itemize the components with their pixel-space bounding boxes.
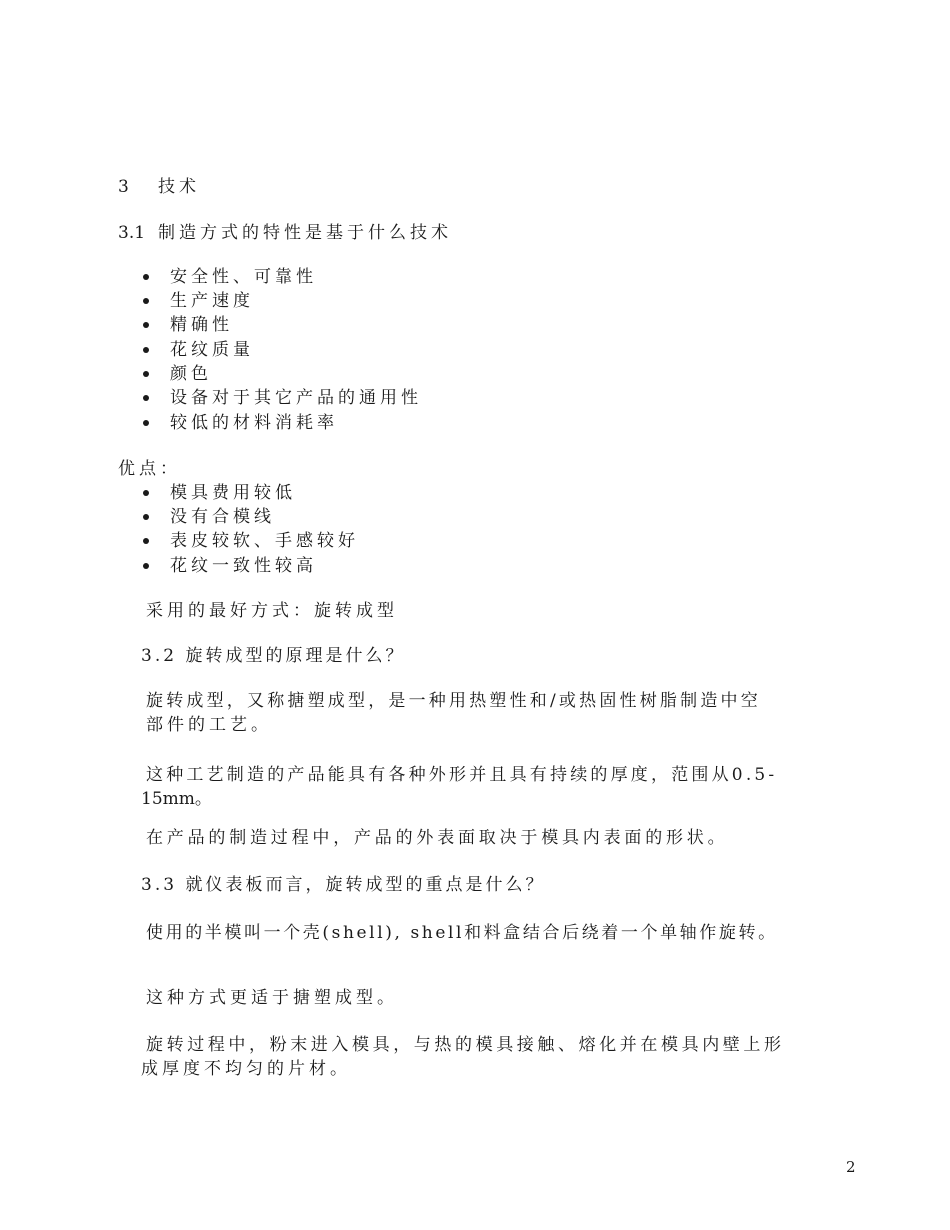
advantages-label: 优点： [118, 459, 181, 479]
bullet-dot [143, 347, 149, 353]
bullet-dot [143, 371, 149, 377]
list-item: 颜色 [170, 364, 212, 384]
list-item: 花纹一致性较高 [170, 556, 317, 576]
bullet-dot [143, 395, 149, 401]
section-title: 技术 [158, 177, 200, 197]
page-number: 2 [846, 1158, 856, 1176]
list-item: 花纹质量 [170, 340, 254, 360]
paragraph-line: 成厚度不均匀的片材。 [141, 1059, 351, 1079]
paragraph-line: 旋转成型，又称搪塑成型，是一种用热塑性和/或热固性树脂制造中空 [146, 691, 761, 711]
list-item: 表皮较软、手感较好 [170, 531, 359, 551]
list-item: 生产速度 [170, 291, 254, 311]
bullet-dot [143, 538, 149, 544]
paragraph-line: 部件的工艺。 [146, 715, 272, 735]
bullet-dot [143, 298, 149, 304]
bullet-dot [143, 322, 149, 328]
bullet-dot [143, 274, 149, 280]
paragraph: 在产品的制造过程中，产品的外表面取决于模具内表面的形状。 [146, 828, 729, 848]
paragraph-line: 15mm。 [141, 789, 212, 809]
bullet-dot [143, 490, 149, 496]
subsection-3-1-heading [118, 222, 518, 244]
subsection-title: 制造方式的特性是基于什么技术 [158, 223, 452, 243]
best-method: 采用的最好方式：旋转成型 [146, 601, 398, 621]
paragraph: 这种方式更适于搪塑成型。 [146, 988, 398, 1008]
list-item: 模具费用较低 [170, 483, 296, 503]
subsection-3-3-heading: 3.3 就仪表板而言，旋转成型的重点是什么？ [141, 875, 546, 895]
list-item: 没有合模线 [170, 507, 275, 527]
list-item: 安全性、可靠性 [170, 267, 317, 287]
bullet-dot [143, 563, 149, 569]
subsection-3-2-heading: 3.2 旋转成型的原理是什么？ [141, 646, 406, 666]
section-number: 3 [118, 177, 129, 197]
list-item: 较低的材料消耗率 [170, 413, 338, 433]
bullet-dot [143, 420, 149, 426]
paragraph: 使用的半模叫一个壳(shell), shell和料盒结合后绕着一个单轴作旋转。 [146, 923, 778, 943]
list-item: 精确性 [170, 315, 233, 335]
section-heading [118, 176, 200, 198]
paragraph-line: 旋转过程中，粉末进入模具，与热的模具接触、熔化并在模具内壁上形 [146, 1035, 785, 1055]
bullet-dot [143, 514, 149, 520]
list-item: 设备对于其它产品的通用性 [170, 388, 422, 408]
subsection-number: 3.1 [118, 223, 146, 243]
paragraph-line: 这种工艺制造的产品能具有各种外形并且具有持续的厚度，范围从0.5- [146, 765, 778, 785]
